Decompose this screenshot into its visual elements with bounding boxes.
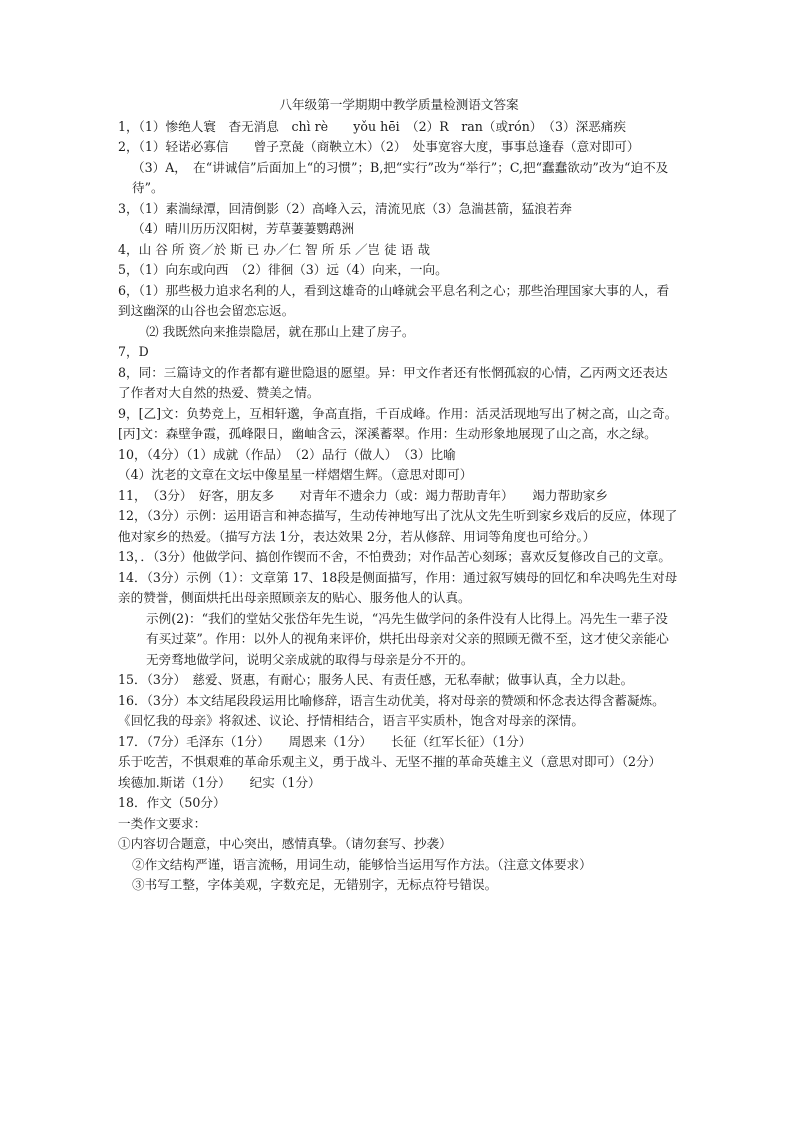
answer-line: （4）晴川历历汉阳树，芳草萋萋鹦鹉洲 <box>132 221 355 236</box>
answer-line: 示例(2)：“我们的堂姑父张岱年先生说，“冯先生做学问的条件没有人比得上。冯先生一辈子没有买过菜”。作用：以外人的视角来评价，烘托出母亲对父亲的照顾无微不至，这才使父亲能心无旁骛地做学问，说明父亲成就的取得与母亲是分不开的。 <box>146 610 669 667</box>
answer-line: 17．（7分）毛泽东（1分） 周恩来（1分） 长征（红军长征）（1分） <box>118 733 532 749</box>
answer-line: 8，同：三篇诗文的作者都有避世隐退的愿望。异：甲文作者还有怅惘孤寂的心情，乙丙两文还表达了作者对大自然的热爱、赞美之情。 <box>118 364 668 400</box>
answer-line: 7，D <box>118 344 149 359</box>
answer-line: 15．（3分） 慈爱、贤惠，有耐心；服务人民、有责任感，无私奉献；做事认真，全力以赴。 <box>118 672 634 687</box>
answer-line: ②作文结构严谨，语言流畅，用词生动，能够恰当运用写作方法。（注意文体要求） <box>132 856 592 872</box>
answer-line: 6，（1）那些极力追求名利的人，看到这雄奇的山峰就会平息名利之心；那些治理国家大事的人，看到这幽深的山谷也会留恋忘返。 <box>118 282 670 318</box>
answer-line: 一类作文要求： <box>118 815 207 831</box>
answer-line: 乐于吃苦，不惧艰难的革命乐观主义，勇于战斗、无坚不摧的革命英雄主义（意思对即可）（2分） 埃德加.斯诺（1分） 纪实（1分） <box>118 754 668 790</box>
answer-line: 16．（3分）本文结尾段段运用比喻修辞，语言生动优美，将对母亲的赞颂和怀念表达得含蓄凝炼。《回忆我的母亲》将叙述、议论、抒情相结合，语言平实质朴，饱含对母亲的深情。 <box>118 692 665 728</box>
answer-line: ③书写工整，字体美观，字数充足，无错别字，无标点符号错误。 <box>132 877 498 892</box>
answer-line: 9，[乙]文：负势竞上，互相轩邈，争高直指，千百成峰。作用：活灵活现地写出了树之高，山之奇。[丙]文：森壁争霞，孤峰限日，幽岫含云，深溪蓄翠。作用：生动形象地展现了山之高，水之绿。 <box>118 405 678 441</box>
answer-line: 13，．（3分）他做学问、搞创作锲而不舍，不怕费劲；对作品苦心刻琢；喜欢反复修改自己的文章。 <box>118 549 671 564</box>
answer-line: ⑵ 我既然向来推崇隐居，就在那山上建了房子。 <box>146 323 415 339</box>
answer-line: 4，山 谷 所 资／於 斯 已 办／仁 智 所 乐 ／岂 徒 语 哉 <box>118 241 430 257</box>
answer-line: 10，（4分）（1）成就（作品） （2）品行（做人） （3）比喻 <box>118 446 456 462</box>
answer-line: 12，（3分）示例：运用语言和神态描写，生动传神地写出了沈从文先生听到家乡戏后的反应，体现了他对家乡的热爱。（描写方法 1分，表达效果 2分，若从修辞、用词等角度也可给分。） <box>118 508 678 544</box>
answer-lines <box>118 117 680 896</box>
answer-line: ①内容切合题意，中心突出，感情真挚。（请勿套写、抄袭） <box>118 836 452 851</box>
answer-line: 3，（1）素湍绿潭，回清倒影（2）高峰入云，清流见底（3）急湍甚箭，猛浪若奔 <box>118 200 572 216</box>
answer-line: （3）A， 在“讲诚信”后面加上“的习惯”；B,把“实行”改为“举行”；C,把“蠢蠢欲动”改为“迫不及待”。 <box>132 159 669 195</box>
document-title: 八年级第一学期期中教学质量检测语文答案 <box>279 97 519 112</box>
answer-line: （4）沈老的文章在文坛中像星星一样熠熠生辉。（意思对即可） <box>118 467 473 482</box>
answer-line: 14．（3分）示例（1）：文章第 17、18段是侧面描写，作用：通过叙写姨母的回忆和牟决鸣先生对母亲的赞誉，侧面烘托出母亲照顾亲友的贴心、服务他人的认真。 <box>118 569 678 605</box>
answer-document <box>118 95 680 896</box>
answer-line: 11， （3分） 好客，朋友多 对青年不遗余力（或：竭力帮助青年） 竭力帮助家乡 <box>118 487 608 503</box>
answer-line: 18．作文（50分） <box>118 795 226 810</box>
answer-line: 1，（1）惨绝人寰 杳无消息 chì rè yǒu hēi （2）R ran（或rón） （3）深恶痛疾 <box>118 118 626 134</box>
answer-line: 5，（1）向东或向西 （2）徘徊（3）远（4）向来，一向。 <box>118 262 448 277</box>
answer-line: 2，（1）轻诺必寡信 曾子烹彘（商鞅立木）（2） 处事宽容大度，事事总逢春（意对即可） <box>118 139 640 154</box>
